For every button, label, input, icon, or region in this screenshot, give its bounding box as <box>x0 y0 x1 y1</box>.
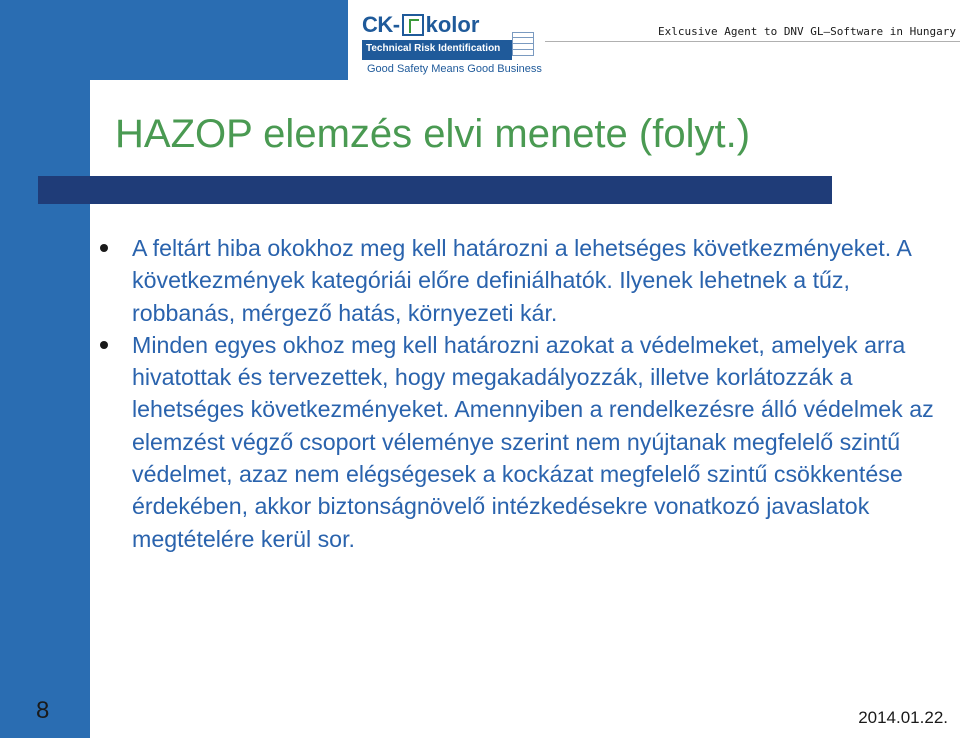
page-number: 8 <box>36 697 50 724</box>
bullet-dot-icon <box>100 341 108 349</box>
logo-tree-icon <box>402 14 424 36</box>
bullet-text: A feltárt hiba okokhoz meg kell határozni a lehetséges következményeket. A következmények kategóriái előre definiálhatók. Ilyenek lehetnek a tűz, robbanás, mérgező hatás, környezeti kár. <box>132 235 911 326</box>
bullet-text: Minden egyes okhoz meg kell határozni azokat a védelmeket, amelyek arra hivatottak és tervezettek, hogy megakadályozzák, illetve korlátozzák a lehetséges következményeket. Amennyiben a rendelkezésre álló védelmek az elemzést végző csoport véleménye szerint nem nyújtanak megfelelő szintű védelmet, azaz nem elégségesek a kockázat megfelelő szintű csökkentése érdekében, akkor biztonságnövelő intézkedésekre vonatkozó javaslatok megtételére kerül sor. <box>132 331 934 552</box>
logo-wordmark <box>362 10 479 40</box>
bullet-dot-icon <box>100 244 108 252</box>
logo-brand-kolor: kolor <box>425 12 480 37</box>
header-divider <box>545 41 960 42</box>
logo-worksheet-icon <box>512 32 534 56</box>
slide-date: 2014.01.22. <box>858 708 948 727</box>
left-frame-band <box>0 0 90 738</box>
logo-tagline: Good Safety Means Good Business <box>367 63 542 75</box>
bullet-item <box>100 329 940 555</box>
agent-text: Exlcusive Agent to DNV GL—Software in Hungary <box>657 25 956 38</box>
logo-subtitle: Technical Risk Identification <box>362 40 512 60</box>
bullet-item <box>100 232 940 329</box>
top-frame-band <box>90 0 348 80</box>
logo-brand-ck: CK- <box>362 12 400 37</box>
title-underline-bar <box>38 176 832 204</box>
slide-body <box>100 232 940 555</box>
slide-title: HAZOP elemzés elvi menete (folyt.) <box>115 112 751 156</box>
ck-kolor-logo <box>362 10 542 80</box>
